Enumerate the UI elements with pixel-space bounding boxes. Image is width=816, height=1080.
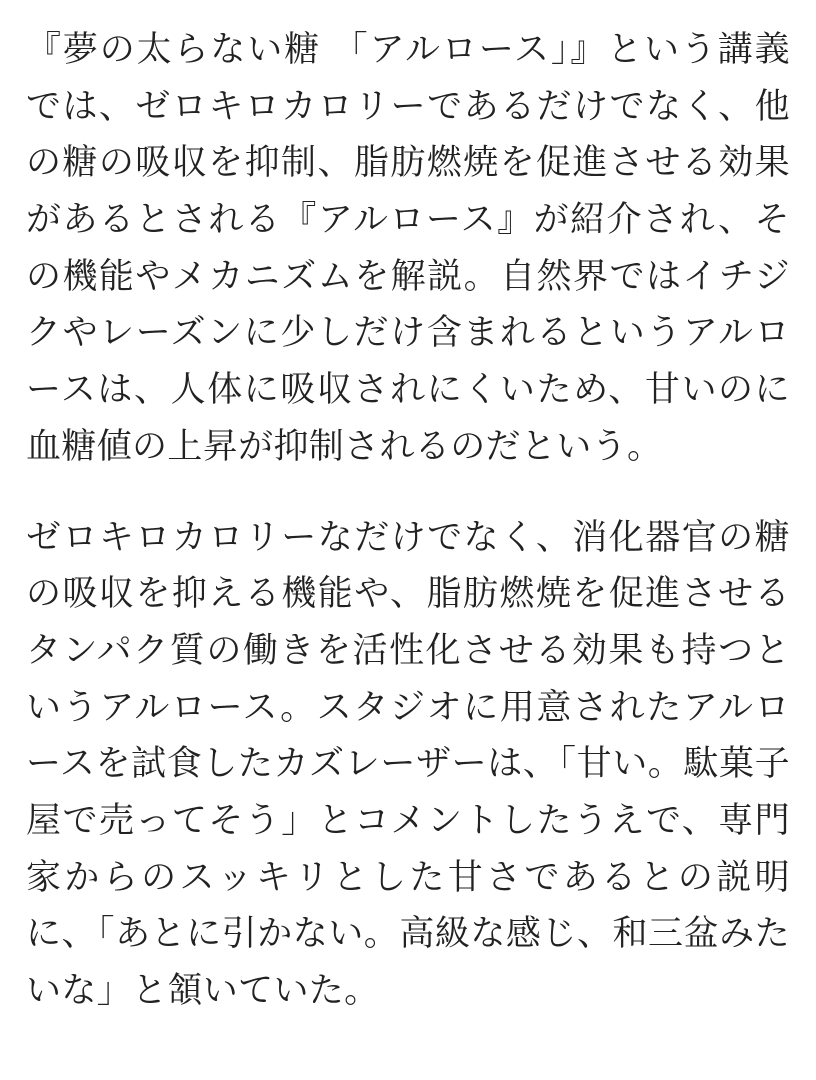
article-paragraph: ゼロキロカロリーなだけでなく、消化器官の糖の吸収を抑える機能や、脂肪燃焼を促進させるタンパク質の働きを活性化させる効果も持つというアルロース。スタジオに用意されたアルロースを試食したカズレーザーは、「甘い。駄菓子屋で売ってそう」とコメントしたうえで、専門家からのスッキリとした甘さであるとの説明に、「あとに引かない。高級な感じ、和三盆みたいな」と頷いていた。: [26, 517, 790, 1010]
article-paragraph: 『夢の太らない糖 「アルロース」』という講義では、ゼロキロカロリーであるだけでなく、他の糖の吸収を抑制、脂肪燃焼を促進させる効果があるとされる『アルロース』が紹介され、その機能やメカニズムを解説。自然界ではイチジクやレーズンに少しだけ含まれるというアルロースは、人体に吸収されにくいため、甘いのに血糖値の上昇が抑制されるのだという。: [26, 30, 790, 466]
